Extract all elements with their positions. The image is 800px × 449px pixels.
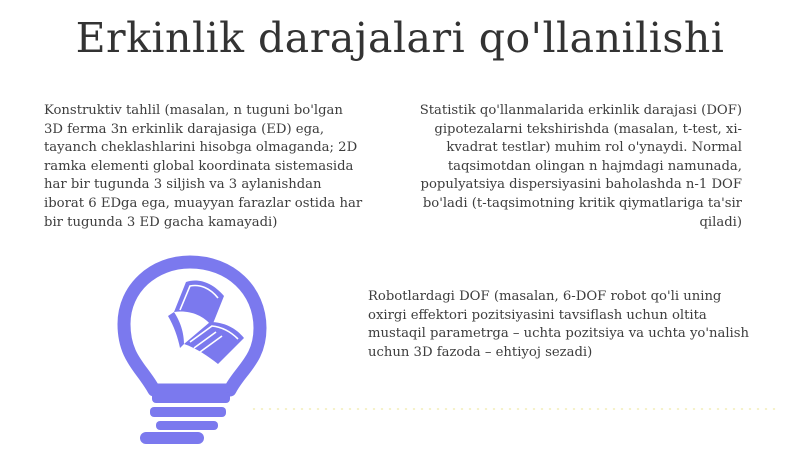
decorative-dotted-line bbox=[250, 408, 780, 410]
slide-title: Erkinlik darajalari qo'llanilishi bbox=[75, 14, 725, 62]
paragraph-robotics: Robotlardagi DOF (masalan, 6-DOF robot qo'li uning oxirgi effektori pozitsiyasini tavsiflash uchun oltita mustaqil parametrga – uchta pozitsiya va uchta yo'nalish uchun 3D fazoda – ehtiyoj sezadi) bbox=[368, 289, 750, 360]
paragraph-constructive-analysis: Konstruktiv tahlil (masalan, n tuguni bo'lgan 3D ferma 3n erkinlik darajasiga (ED) ega, tayanch cheklashlarini hisobga olmaganda; 2D ramka elementi global koordinata sistemasida har bir tugunda 3 siljish va 3 aylanishdan iborat 6 EDga ega, muayyan farazlar ostida har bir tugunda 3 ED gacha kamayadi) bbox=[44, 103, 363, 230]
lightbulb-book-icon bbox=[90, 252, 290, 448]
paragraph-statistical-applications: Statistik qo'llanmalarida erkinlik darajasi (DOF) gipotezalarni tekshirishda (masalan, t-test, xi-kvadrat testlar) muhim rol o'ynaydi. Normal taqsimotdan olingan n hajmdagi namunada, populyatsiya dispersiyasini baholashda n-1 DOF bo'ladi (t-taqsimotning kritik qiymatlariga ta'sir qiladi) bbox=[419, 103, 742, 230]
